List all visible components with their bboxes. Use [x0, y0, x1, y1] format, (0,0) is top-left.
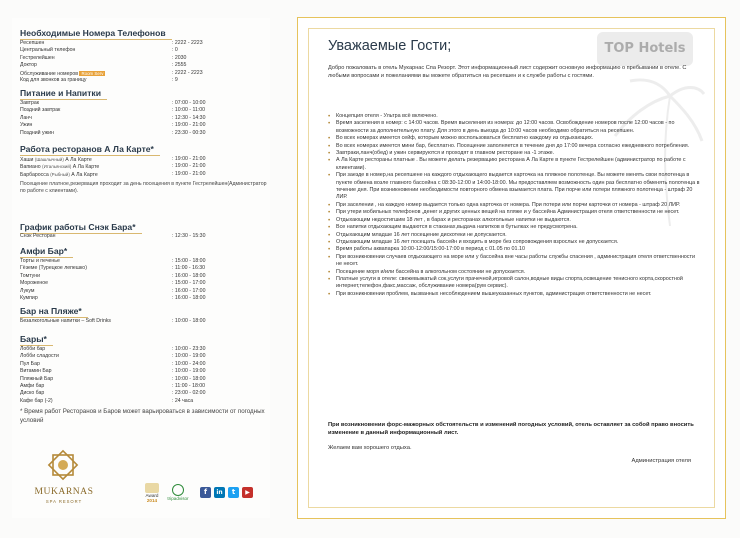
list-item: Безалкогольные напитки – Soft Drinks : 10:00 - 18:00	[20, 318, 206, 324]
beach-list	[20, 318, 270, 325]
snack-title: График работы Снэк Бара*	[20, 222, 136, 232]
list-item: • Отдыхающим младше 16 лет посещать бассейн и входить в море без сопровождения взрослых не допускается.	[328, 239, 700, 246]
list-item: Поздний ужин : 23:30 - 00:30	[20, 129, 206, 136]
snack-list	[20, 233, 270, 240]
list-item: Пул Бар : 10:00 - 24:00	[20, 360, 206, 367]
list-item: • Время работы аквапарка 10:00-12:00/15:00-17:00 в период с 01.05 по 01.10	[328, 246, 700, 253]
schedule-note: * Время работ Ресторанов и Баров может варьироваться в зависимости от погодных условий	[20, 408, 265, 424]
star-emblem-icon	[46, 448, 80, 482]
list-item: Центральный телефон : 0	[20, 47, 178, 54]
list-item: • Платные услуги в отеле: свежевыжатый сок,услуги прачечной,игровой салон,водные виды спорта,освещение тенисного корта,скоростной интернет,телефон,факс,массаж, обслуживание номера(рум сервис).	[328, 276, 700, 291]
list-item: • Во всех номерах имеется сейф, которым можно воспользоваться бесплатно каждому из отдыхающих.	[328, 135, 700, 142]
alacarte-list	[20, 156, 270, 178]
signature: Администрация отеля	[631, 458, 691, 464]
food-title: Питание и Напитки	[20, 88, 102, 98]
list-item: Поздний завтрак : 10:00 - 11:00	[20, 107, 206, 114]
owl-icon	[172, 484, 184, 496]
awards-row	[142, 483, 272, 513]
list-item: • Концепция отеля - Ультра всё включено.	[328, 113, 700, 120]
linkedin-icon[interactable]: in	[214, 487, 225, 498]
list-item: Гестрелейшен : 2030	[20, 54, 187, 61]
list-item: • Отдыхающим недостигшим 18 лет , в барах и ресторанах алкогольные напитки не выдаются.	[328, 217, 700, 224]
list-item: Мороженое : 15:00 - 17:00	[20, 280, 206, 287]
list-item: Гёземе (Турецкое лепешко) : 11:00 - 16:30	[20, 265, 206, 272]
twitter-icon[interactable]: t	[228, 487, 239, 498]
beach-title: Бар на Пляже*	[20, 306, 82, 316]
list-item: • А Ла Карте рестораны платные . Вы можете делать резервацию ресторана А Ла Карте в пункте Гестрелейшен (администратор по работе с клиентами).	[328, 157, 700, 172]
list-item: Витамин Бар : 10:00 - 19:00	[20, 368, 206, 375]
list-item: • При заезде в номер,на ресепшене на каждого отдыхающего выдается карточка на пляжное полотенце. Вы можете менять свои полотенца в пункте обмена возле главного бассейна с 08:30-12:00 и 14:00-18:00. Мы предоставляем возможность один раз бесплатно обменять полотенца в течение дня. При возникновении необходимости повторного обмена взымается плата. При порче или потери пляжного полотенца - штраф 20 ЛИР.	[328, 172, 700, 202]
list-item: • При возникновении проблем, вызванных несоблюдением вышеуказанных пунктов, администрация ответственности не несет.	[328, 291, 700, 298]
list-item: Томтуни : 16:00 - 18:00	[20, 272, 206, 279]
page-title: Уважаемые Гости;	[328, 38, 452, 54]
list-item: Хаши (Шашлычный) А Ла Карте : 19:00 - 21:00	[20, 156, 206, 163]
bars-list	[20, 346, 270, 405]
list-item: Кафе бар (-2) : 24 часа	[20, 397, 194, 404]
watermark: TOP Hotels	[597, 32, 693, 66]
list-item: • Посещение моря и/или бассейна в алкогольном состоянии не допускается.	[328, 269, 700, 276]
list-item: Кумпир : 16:00 - 18:00	[20, 294, 206, 301]
list-item: • Отдыхающим младше 16 лет посещение дискотеки не допускается.	[328, 232, 700, 239]
list-item: Завтрак : 07:00 - 10:00	[20, 100, 206, 106]
list-item: Ланч : 12:30 - 14:30	[20, 114, 206, 121]
logo-subtitle: SPA RESORT	[45, 499, 83, 504]
tripadvisor-badge: tripadvisor	[166, 484, 190, 501]
force-majeure-note: При возникновении форс-мажорных обстоятельств и изменений погодных условий, отель оставляет за собой право вносить изменение в данный информационный лист.	[328, 422, 694, 436]
list-item: Амфи бар : 11:00 - 18:00	[20, 382, 206, 389]
amfi-title: Амфи Бар*	[20, 246, 68, 256]
phones-list	[20, 40, 270, 84]
list-item: Ресепшен : 2222 - 2223	[20, 40, 203, 46]
facebook-icon[interactable]: f	[200, 487, 211, 498]
bars-title: Бары*	[20, 334, 47, 344]
list-item: • Во всех номерах имеется мини бар, бесплатно. Посещение заполняется в течение дня до 17:00 вечера согласно ежедневного потребления.	[328, 143, 700, 150]
logo-name: MUKARNAS	[34, 486, 94, 497]
closing-wish: Желаем вам хорошего отдыха.	[328, 445, 412, 451]
list-item: Лукум : 16:00 - 17:00	[20, 287, 206, 294]
phones-title: Необходимые Номера Телефонов	[20, 28, 166, 38]
list-item: • Время заселения в номер: с 14:00 часов. Время выселения из номера: до 12:00 часов. Освобождение номеров после 12:00 часов - по возможности за дополнительную плату. Для этого в день выезда до 10:00 часов необходимо обратиться на ресепшен.	[328, 120, 700, 135]
list-item: Торты и печенье : 15:00 - 18:00	[20, 258, 206, 264]
list-item: Лобби бар : 10:00 - 23:30	[20, 346, 206, 352]
list-item: • При возникновении случаев отдыхающего на море или у бассейна вне часы работы службы спасения , администрация отеля ответственности не несет.	[328, 254, 700, 269]
list-item: • При утери мобильных телефонов ,денег и других ценных вещей на пляже и у бассейна Администрация отеля ответственности не несет.	[328, 209, 700, 216]
list-item: Обслуживание номеров Room Serv : 2222 - 2223	[20, 69, 203, 77]
list-item: Диско бар : 23:00 - 02:00	[20, 390, 206, 397]
rules-list	[328, 113, 700, 298]
list-item: Вапиано (Итальянский) А Ла Карте : 19:00 - 21:00	[20, 163, 206, 171]
alacarte-title: Работа ресторанов А Ла Карте*	[20, 144, 154, 154]
amfi-list	[20, 258, 270, 302]
youtube-icon[interactable]: ▶	[242, 487, 253, 498]
award-icon	[145, 483, 159, 493]
list-item: Лобби сладости : 10:00 - 19:00	[20, 353, 206, 360]
list-item: Ужин : 19:00 - 21:00	[20, 122, 206, 129]
list-item: Код для звонков за границу : 9	[20, 76, 178, 83]
hotel-logo	[30, 448, 98, 520]
list-item: Снэк Ресторан : 12:30 - 15:30	[20, 233, 206, 239]
list-item: • При заселении , на каждую номер выдается только одна карточка от номера. При потери или порчи карточки от номера - штраф 20 ЛИР.	[328, 202, 700, 209]
list-item: Барбаросса (Рыбный) А Ла Карте : 19:00 - 21:00	[20, 170, 206, 178]
list-item: • Все напитки отдыхающим выдаются в стаканах,выдача напитков в бутылках не предусмотрена.	[328, 224, 700, 231]
left-panel	[12, 18, 270, 518]
room-service-badge: Room Serv	[81, 70, 104, 76]
food-list	[20, 100, 270, 137]
award-badge: Award 2014	[142, 483, 162, 503]
list-item: Доктор : 2555	[20, 62, 187, 69]
right-panel	[297, 17, 726, 519]
list-item: • Завтраки,ланч(обед) и ужин сервируются и проходят в главном ресторане на -1 этаже.	[328, 150, 700, 157]
welcome-text: Добро пожаловать в отель Мукарнас Спа Резорт. Этот информационный лист содержит основную информацию о пребывании в отеле. С любыми вопросами и пожеланиями вы можете обратиться на ресепшен и к службе работы с гостями.	[328, 65, 687, 79]
alacarte-note: Посещение платное,резервация проходит за день посещения в пункте Гестрелейшен(Администратор по работе с клиентами).	[20, 181, 267, 195]
list-item: Пляжный Бар : 10:00 - 18:00	[20, 375, 206, 382]
